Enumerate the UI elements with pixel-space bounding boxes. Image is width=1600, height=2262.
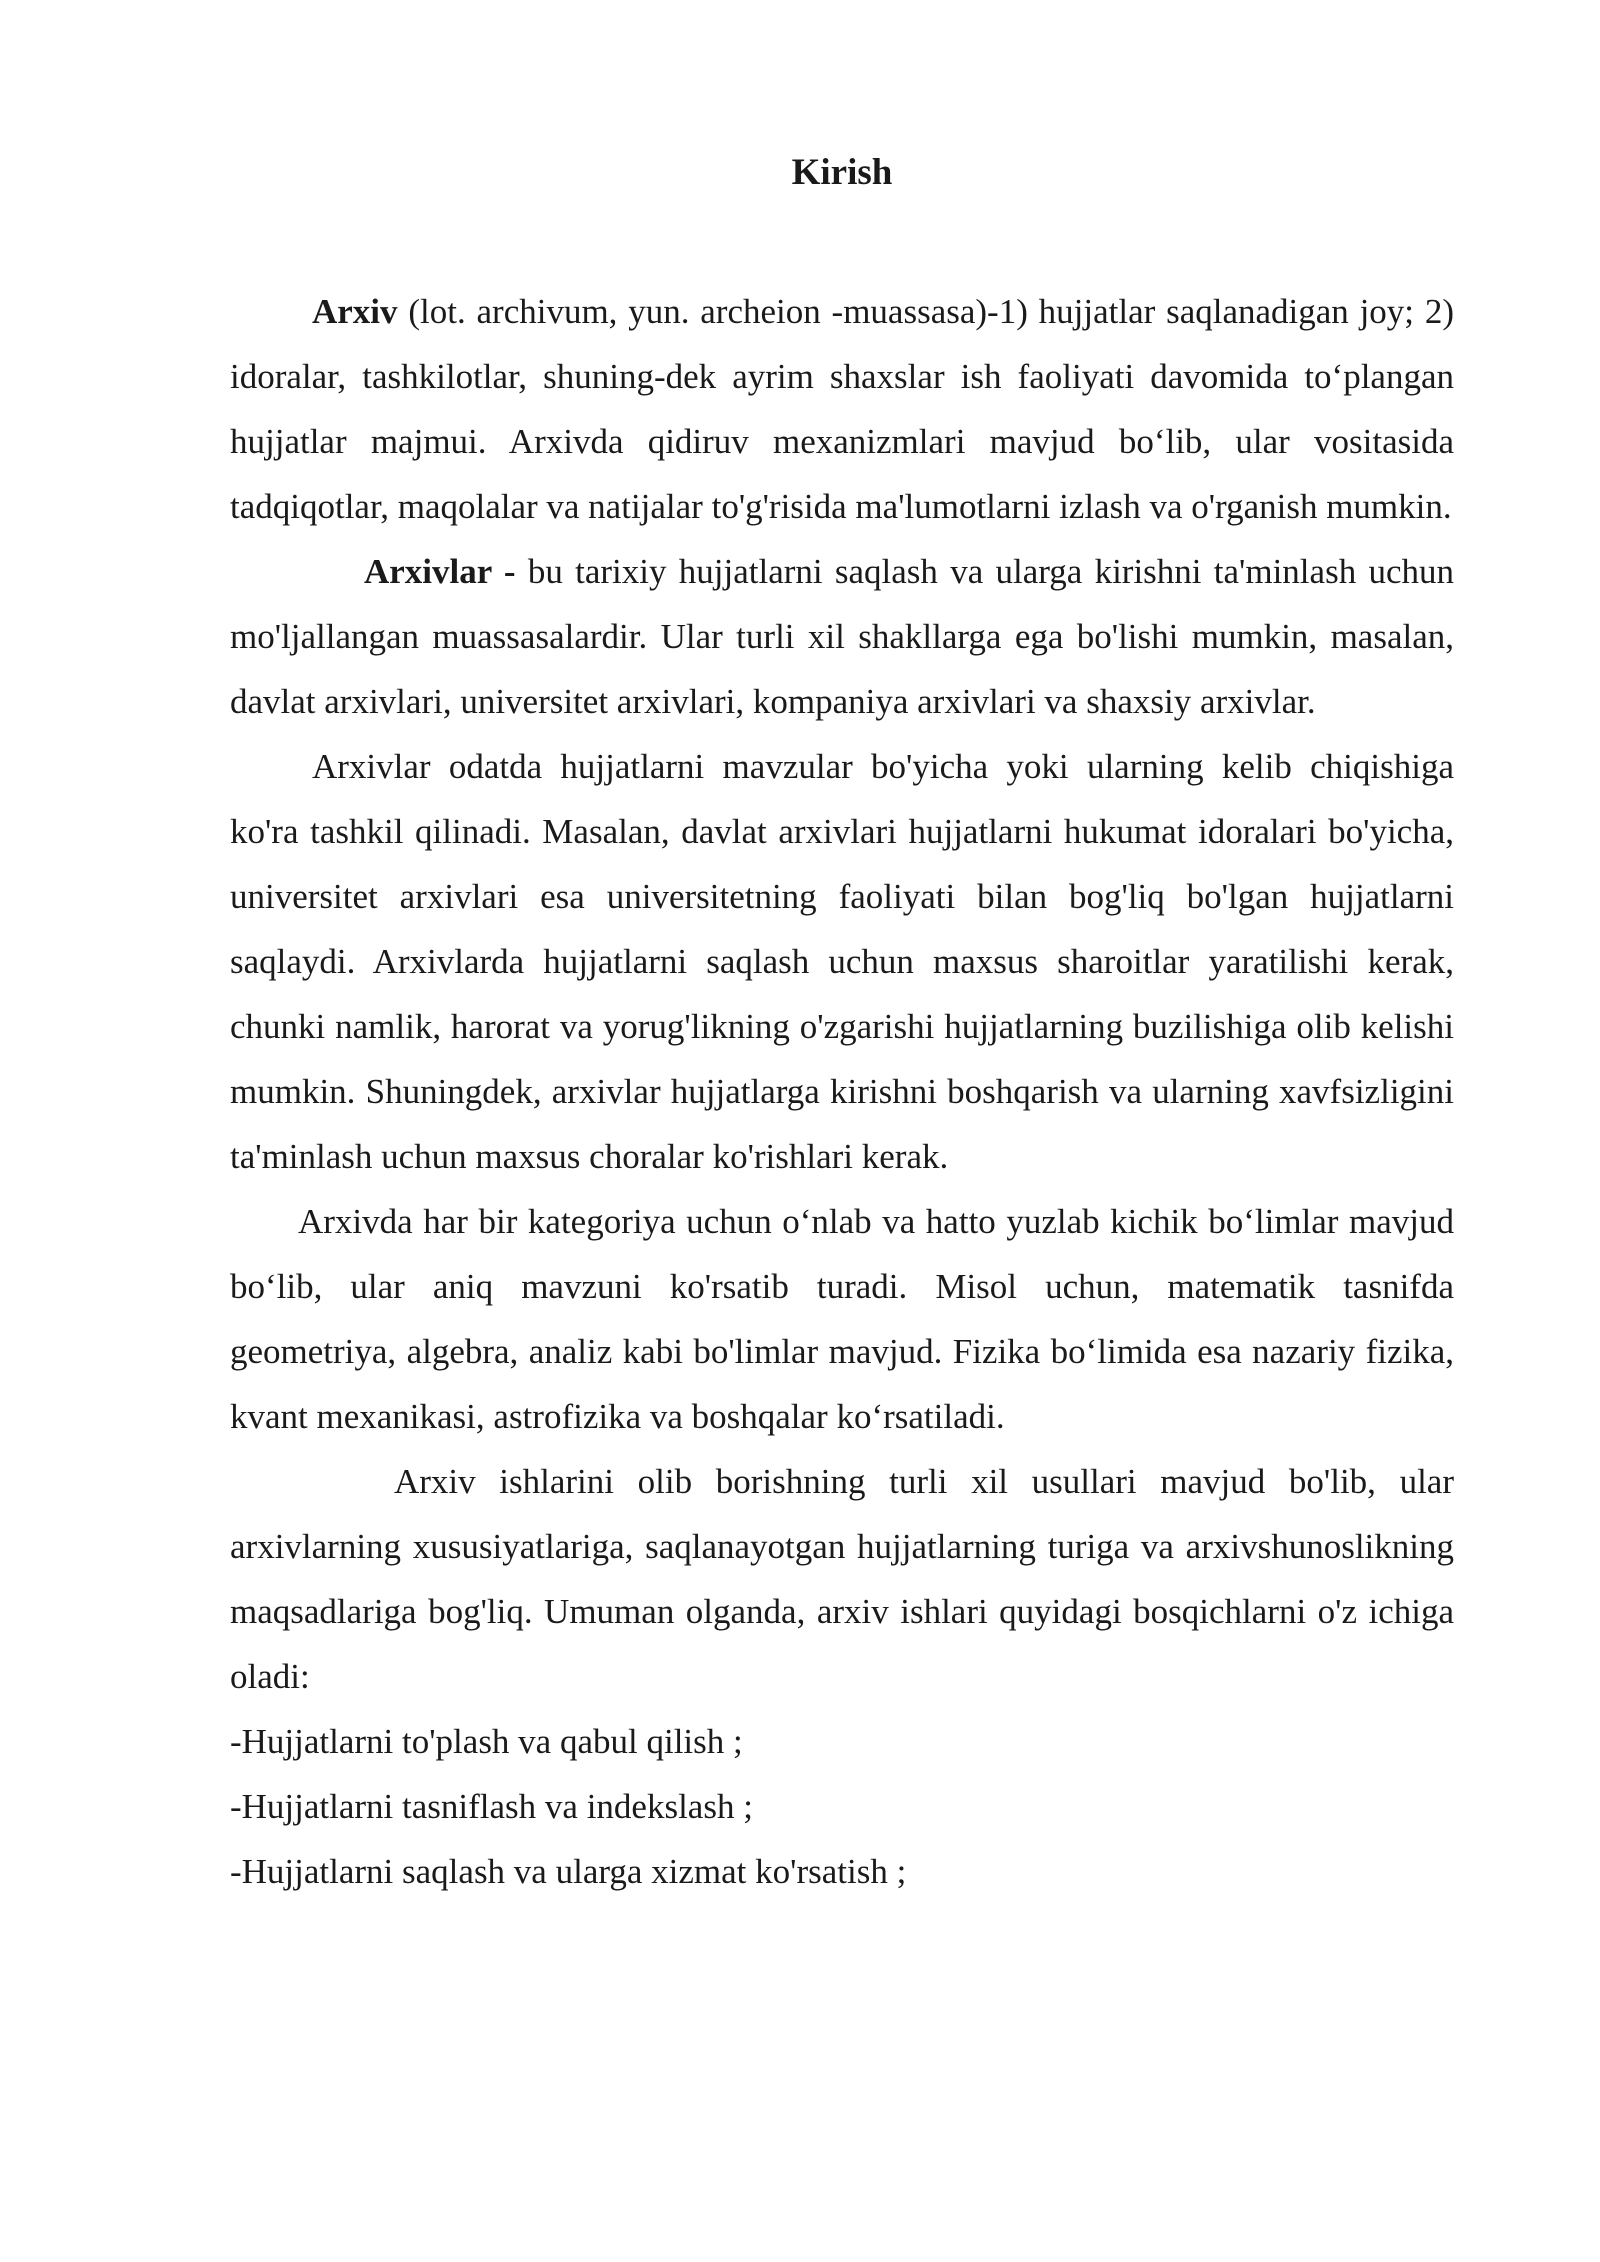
list-item: -Hujjatlarni saqlash va ularga xizmat ko'rsatish ; (230, 1852, 907, 1891)
list-item: -Hujjatlarni to'plash va qabul qilish ; (230, 1722, 743, 1761)
term-arxiv: Arxiv (312, 292, 398, 331)
paragraph-organization (230, 734, 1454, 1189)
paragraph-categories (230, 1189, 1454, 1449)
paragraph-text: (lot. archivum, yun. archeion -muassasa)-1) hujjatlar saqlanadigan joy; 2) idoralar, tashkilotlar, shuning-dek ayrim shaxslar ish faoliyati davomida to‘plangan hujjatlar majmui. Arxivda qidiruv mexanizmlari mavjud bo‘lib, ular vositasida tadqiqotlar, maqolalar va natijalar to'g'risida ma'lumotlarni izlash va o'rganish mumkin. (230, 292, 1454, 526)
paragraph-text: Arxivda har bir kategoriya uchun o‘nlab va hatto yuzlab kichik bo‘limlar mavjud bo‘lib, ular aniq mavzuni ko'rsatib turadi. Misol uchun, matematik tasnifda geometriya, algebra, analiz kabi bo'limlar mavjud. Fizika bo‘limida esa nazariy fizika, kvant mexanikasi, astrofizika va boshqalar ko‘rsatiladi. (230, 1202, 1454, 1436)
paragraph-text: Arxivlar odatda hujjatlarni mavzular bo'yicha yoki ularning kelib chiqishiga ko'ra tashkil qilinadi. Masalan, davlat arxivlari hujjatlarni hukumat idoralari bo'yicha, universitet arxivlari esa universitetning faoliyati bilan bog'liq bo'lgan hujjatlarni saqlaydi. Arxivlarda hujjatlarni saqlash uchun maxsus sharoitlar yaratilishi kerak, chunki namlik, harorat va yorug'likning o'zgarishi hujjatlarning buzilishiga olib kelishi mumkin. Shuningdek, arxivlar hujjatlarga kirishni boshqarish va ularning xavfsizligini ta'minlash uchun maxsus choralar ko'rishlari kerak. (230, 747, 1454, 1176)
paragraph-text: bu tarixiy hujjatlarni saqlash va ularga kirishni ta'minlash uchun mo'ljallangan muassasalardir. Ular turli xil shakllarga ega bo'lishi mumkin, masalan, davlat arxivlari, universitet arxivlari, kompaniya arxivlari va shaxsiy arxivlar. (230, 552, 1454, 721)
paragraph-text: Arxiv ishlarini olib borishning turli xil usullari mavjud bo'lib, ular arxivlarning xususiyatlariga, saqlanayotgan hujjatlarning turiga va arxivshunoslikning maqsadlariga bog'liq. Umuman olganda, arxiv ishlari quyidagi bosqichlarni o'z ichiga oladi: (230, 1462, 1454, 1696)
paragraph-methods (230, 1449, 1454, 1709)
list-item: -Hujjatlarni tasniflash va indekslash ; (230, 1787, 753, 1826)
paragraph-arxiv-definition (230, 279, 1454, 539)
term-arxivlar: Arxivlar - (364, 552, 516, 591)
paragraph-arxivlar-definition (230, 539, 1454, 734)
document-body (230, 279, 1454, 1904)
page-title: Kirish (791, 152, 893, 193)
